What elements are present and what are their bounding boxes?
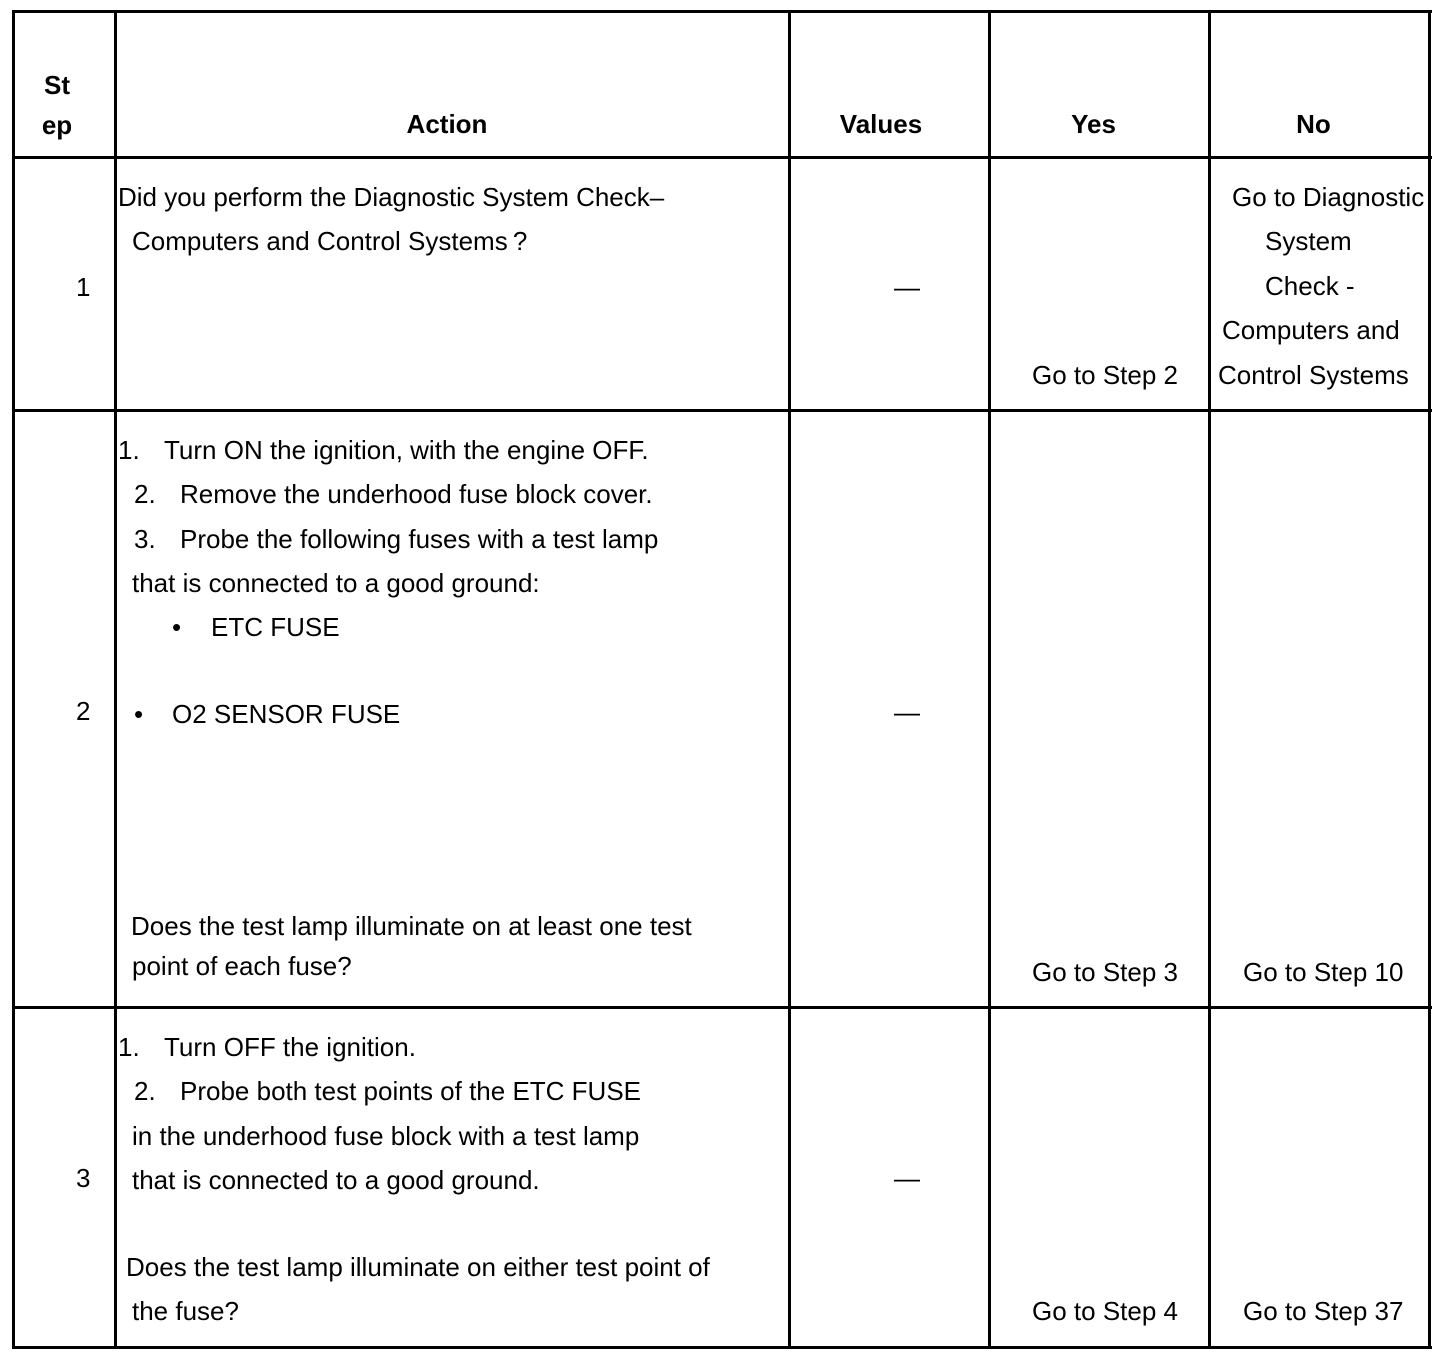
table-border-right <box>1428 10 1431 1349</box>
row-divider-1 <box>12 409 1432 412</box>
header-step-line2: ep <box>41 110 73 140</box>
row2-item3-text: Probe the following fuses with a test lamp <box>180 524 659 554</box>
row2-step: 2 <box>76 696 91 726</box>
row2-yes: Go to Step 3 <box>1032 957 1178 987</box>
row2-no: Go to Step 10 <box>1243 957 1404 987</box>
row1-no-line4: Computers and <box>1222 315 1400 345</box>
header-step-line1: St <box>44 70 70 100</box>
column-divider-step <box>114 10 117 1349</box>
row1-action-line2: Computers and Control Systems ? <box>132 226 528 256</box>
row2-value: — <box>894 697 920 727</box>
row2-item3-number: 3. <box>134 524 156 554</box>
header-action: Action <box>406 109 488 139</box>
row3-item1-number: 1. <box>118 1032 140 1062</box>
row1-value: — <box>894 272 920 302</box>
row2-item1-text: Turn ON the ignition, with the engine OFF. <box>164 435 649 465</box>
header-values: Values <box>839 109 923 139</box>
row2-fuse-o2-sensor: O2 SENSOR FUSE <box>172 699 401 729</box>
row1-no-line5: Control Systems <box>1218 360 1409 390</box>
row3-item1-text: Turn OFF the ignition. <box>164 1032 416 1062</box>
row-divider-2 <box>12 1006 1432 1009</box>
table-border-left <box>12 10 15 1349</box>
row3-question-line1: Does the test lamp illuminate on either test point of <box>126 1252 710 1282</box>
row1-yes: Go to Step 2 <box>1032 360 1178 390</box>
row1-step: 1 <box>76 272 91 302</box>
row2-item2-number: 2. <box>134 479 156 509</box>
header-no: No <box>1296 109 1331 139</box>
row3-item2-number: 2. <box>134 1076 156 1106</box>
row3-question-line2: the fuse? <box>132 1296 239 1326</box>
row2-question-line2: point of each fuse? <box>132 951 352 981</box>
row1-no-line2: System <box>1265 226 1352 256</box>
row3-step: 3 <box>76 1163 91 1193</box>
column-divider-action <box>788 10 791 1349</box>
diagnostic-table <box>12 10 1432 1350</box>
row3-yes: Go to Step 4 <box>1032 1296 1178 1326</box>
row2-question-line1: Does the test lamp illuminate on at least one test <box>131 911 692 941</box>
row2-item1-number: 1. <box>118 435 140 465</box>
header-yes: Yes <box>1071 109 1116 139</box>
row2-item3-continuation: that is connected to a good ground: <box>132 568 540 598</box>
row2-item2-text: Remove the underhood fuse block cover. <box>180 479 653 509</box>
column-divider-values <box>988 10 991 1349</box>
row1-no-line1: Go to Diagnostic <box>1232 182 1425 212</box>
row1-no-line3: Check - <box>1265 271 1355 301</box>
row3-value: — <box>894 1163 920 1193</box>
row1-action-line1: Did you perform the Diagnostic System Check– <box>118 182 665 212</box>
table-border-bottom <box>12 1346 1432 1349</box>
table-border-top <box>12 10 1432 13</box>
row3-item2-continuation-2: that is connected to a good ground. <box>132 1165 540 1195</box>
row2-bullet-1: • <box>172 612 182 642</box>
row2-bullet-2: • <box>134 699 144 729</box>
row3-item2-text: Probe both test points of the ETC FUSE <box>180 1076 642 1106</box>
row3-item2-continuation-1: in the underhood fuse block with a test lamp <box>132 1121 640 1151</box>
header-divider <box>12 156 1432 159</box>
row2-fuse-etc: ETC FUSE <box>211 612 340 642</box>
column-divider-yes <box>1208 10 1211 1349</box>
row3-no: Go to Step 37 <box>1243 1296 1404 1326</box>
